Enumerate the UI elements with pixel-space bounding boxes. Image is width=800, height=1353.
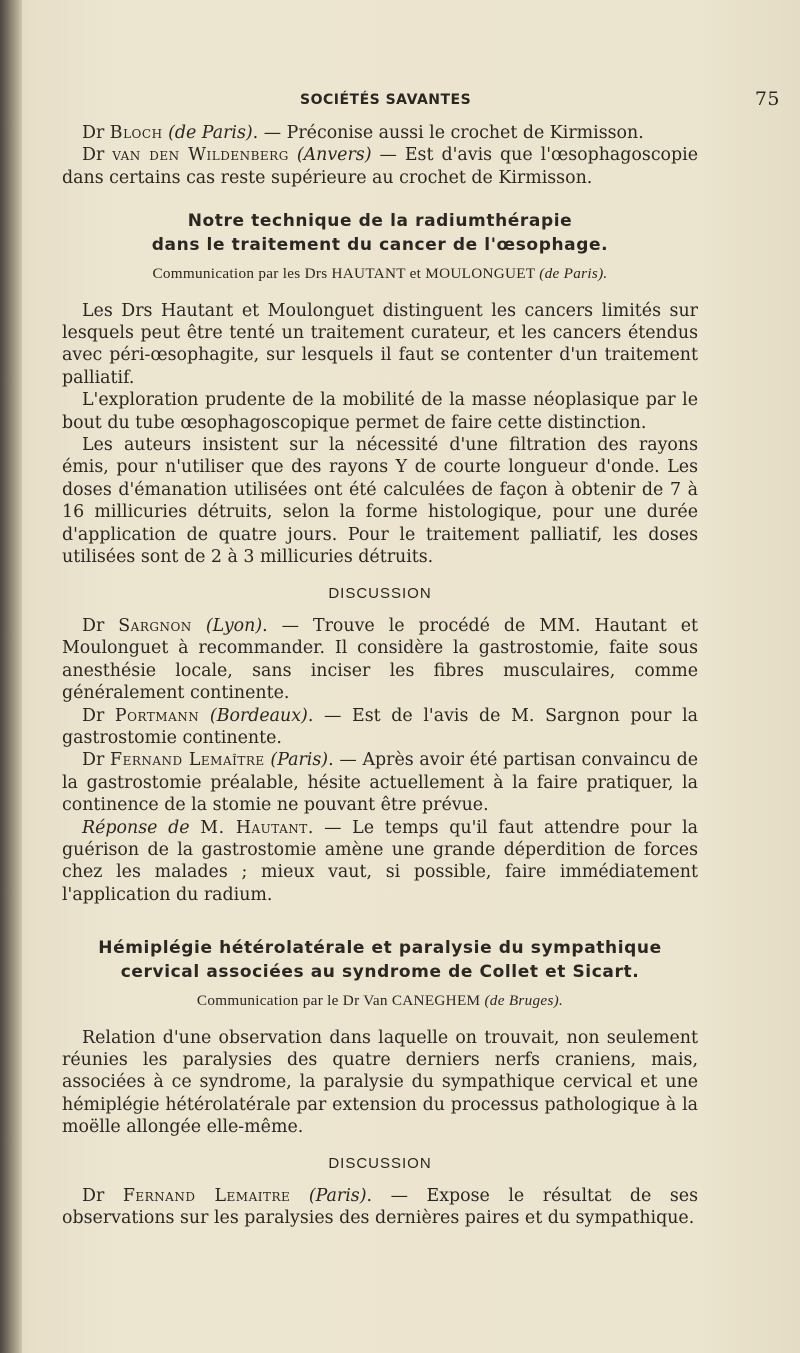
title-line: Hémiplégie hétérolatérale et paralysie du sympathique	[98, 938, 662, 959]
speaker-place: (de Paris)	[168, 123, 253, 143]
paragraph: L'exploration prudente de la mobilité de la masse néoplasique par le bout du tube œsophagoscopique permet de faire cette distinction.	[62, 390, 698, 433]
title-line: cervical associées au syndrome de Collet et Sicart.	[120, 962, 640, 983]
dr-abbrev: Dr	[82, 615, 105, 636]
page-binding-shadow	[0, 0, 22, 1353]
speaker-place: (Paris)	[308, 1186, 367, 1207]
speaker-name: Bloch	[109, 123, 163, 143]
speaker-remark: . — Est de l'avis de M. Sargnon pour la gastrostomie continente.	[62, 705, 699, 748]
speaker-name: van den Wildenberg	[112, 145, 289, 166]
byline-authors: Communication par le Dr Van CANEGHEM	[196, 992, 481, 1010]
paragraph: Les Drs Hautant et Moulonguet distinguent les cancers limités sur lesquels peut être tenté un traitement curateur, et les cancers étendus avec péri-œsophagite, sur lesquels il faut se contenter d'un traitement palliatif.	[62, 300, 698, 388]
page-header	[60, 88, 780, 114]
paragraph: Relation d'une observation dans laquelle on trouvait, non seulement réunies les paralysies des quatre derniers nerfs craniens, mais, associées à ce syndrome, la paralysie du sympathique cervical et une hémiplégie hétérolatérale par extension du processus pathologique à la moëlle allongée elle-même.	[62, 1027, 698, 1138]
title-line: dans le traitement du cancer de l'œsophage.	[151, 235, 609, 256]
speaker-place: (Anvers)	[296, 145, 372, 166]
discussion-paragraph-hautant	[62, 817, 698, 907]
speaker-name: Fernand Lemaitre	[122, 1186, 291, 1207]
communication-byline	[62, 990, 698, 1012]
dr-abbrev: Dr	[82, 145, 105, 166]
title-line: Notre technique de la radiumthérapie	[187, 211, 573, 232]
communication-byline	[62, 263, 698, 285]
section-title-hemiplegie	[62, 936, 698, 984]
speaker-name: Portmann	[114, 705, 200, 726]
dr-abbrev: Dr	[82, 750, 105, 771]
running-title: SOCIÉTÉS SAVANTES	[300, 92, 472, 108]
speaker-name: M. Hautant	[200, 817, 308, 838]
discussion-paragraph-lemaitre	[62, 749, 698, 816]
speaker-name: Sargnon	[118, 615, 192, 636]
dr-abbrev: Dr	[82, 1186, 105, 1207]
speaker-name: Fernand Lemaître	[110, 750, 265, 771]
byline-place: (de Bruges).	[484, 992, 564, 1010]
response-label: Réponse de	[82, 817, 190, 838]
discussion-paragraph-portmann	[62, 705, 698, 750]
speaker-remark: . — Trouve le procédé de MM. Hautant et Moulonguet à recommander. Il considère la gastrostomie, faite sous anesthésie locale, sans inciser les fibres musculaires, comme généralement continente.	[62, 615, 699, 704]
discussion-paragraph-sargnon	[62, 615, 698, 705]
speaker-remark: — Est d'avis que l'œsophagoscopie dans certains cas reste supérieure au crochet de Kirmisson.	[62, 145, 699, 188]
intro-paragraph-bloch	[62, 122, 698, 144]
speaker-remark: . — Préconise aussi le crochet de Kirmisson.	[252, 123, 644, 143]
speaker-remark: . — Le temps qu'il faut attendre pour la guérison de la gastrostomie amène une grande déperdition de forces chez les malades ; mieux vaut, si possible, faire immédiatement l'application du radium.	[62, 817, 699, 905]
discussion-paragraph-lemaitre-2	[62, 1185, 698, 1230]
speaker-remark: . — Expose le résultat de ses observations sur les paralysies des dernières paires et du sympathique.	[62, 1186, 699, 1229]
speaker-place: (Lyon)	[205, 615, 263, 636]
intro-paragraph-wildenberg	[62, 144, 698, 189]
body-text	[62, 122, 698, 1230]
discussion-heading: DISCUSSION	[328, 1154, 432, 1172]
dr-abbrev: Dr	[82, 705, 105, 726]
discussion-heading: DISCUSSION	[328, 584, 432, 602]
paragraph: Les auteurs insistent sur la nécessité d'une filtration des rayons émis, pour n'utiliser que des rayons Y de courte longueur d'onde. Les doses d'émanation utilisées ont été calculées de façon à obtenir de 7 à 16 millicuries détruits, selon la forme histologique, pour une durée d'application de quatre jours. Pour le traitement palliatif, les doses utilisées sont de 2 à 3 millicuries détruits.	[62, 435, 698, 568]
byline-authors: Communication par les Drs HAUTANT et MOULONGUET	[152, 265, 536, 283]
byline-place: (de Paris).	[539, 265, 608, 283]
speaker-remark: . — Après avoir été partisan convaincu de la gastrostomie préalable, hésite actuellement à la faire pratiquer, la continence de la stomie ne pouvant être prévue.	[62, 750, 699, 816]
speaker-place: (Bordeaux)	[209, 705, 308, 726]
dr-abbrev: Dr	[82, 123, 105, 143]
speaker-place: (Paris)	[270, 750, 329, 771]
page-number: 75	[754, 88, 780, 110]
section-title-radiumtherapie	[62, 209, 698, 257]
